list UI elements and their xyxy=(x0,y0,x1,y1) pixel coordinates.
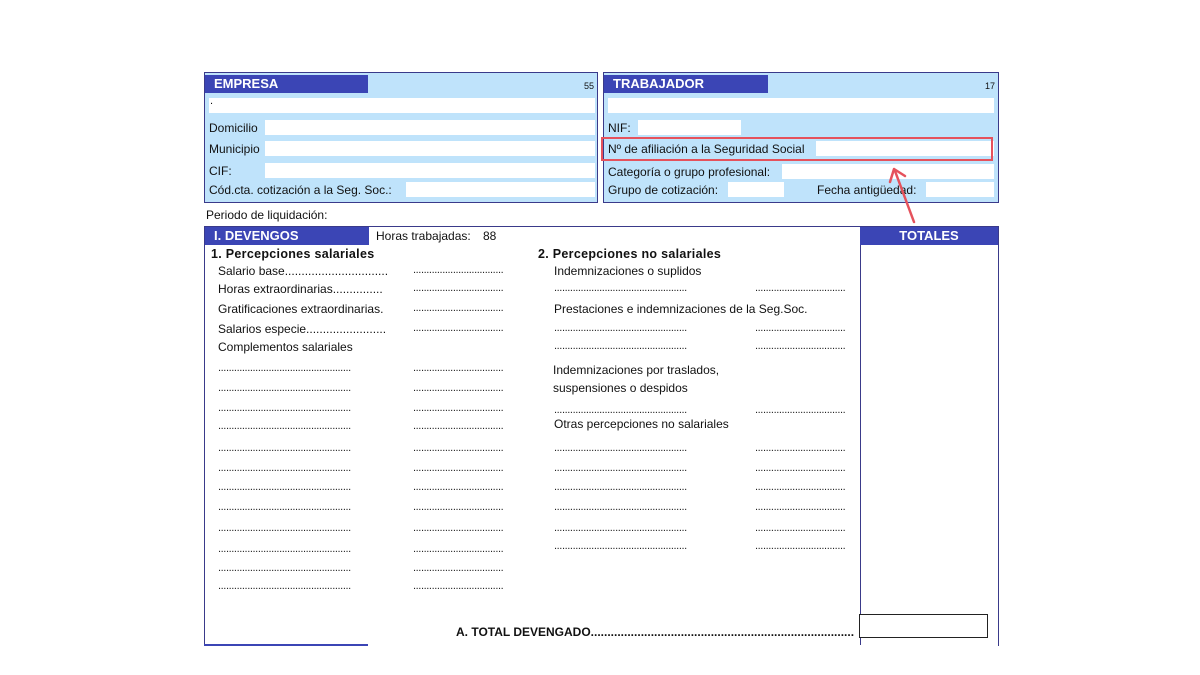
complemento-value-line[interactable]: .................................. xyxy=(413,462,504,474)
cif-label: CIF: xyxy=(209,164,232,178)
empresa-title: EMPRESA xyxy=(205,75,368,93)
otras-concept-line[interactable]: .................................................. xyxy=(554,522,687,534)
fecha-antiguedad-field[interactable] xyxy=(926,182,994,197)
complemento-concept-line[interactable]: .................................................. xyxy=(218,382,351,394)
totales-column-divider xyxy=(860,245,861,645)
total-devengado-field[interactable] xyxy=(859,614,988,638)
categoria-label: Categoría o grupo profesional: xyxy=(608,165,771,179)
empresa-number: 55 xyxy=(583,81,594,91)
traslados-value-line[interactable]: .................................. xyxy=(755,404,846,416)
otras-concept-line[interactable]: .................................................. xyxy=(554,540,687,552)
horas-trabajadas-value: 88 xyxy=(483,229,497,243)
complemento-value-line[interactable]: .................................. xyxy=(413,543,504,555)
complemento-value-line[interactable]: .................................. xyxy=(413,522,504,534)
complemento-concept-line[interactable]: .................................................. xyxy=(218,442,351,454)
otras-concept-line[interactable]: .................................................. xyxy=(554,462,687,474)
afiliacion-highlight xyxy=(601,137,993,161)
otras-value-line[interactable]: .................................. xyxy=(755,462,846,474)
complemento-value-line[interactable]: .................................. xyxy=(413,442,504,454)
gratificaciones-value[interactable]: .................................. xyxy=(413,302,504,314)
cif-field[interactable] xyxy=(265,163,595,178)
otras-value-line[interactable]: .................................. xyxy=(755,481,846,493)
complemento-concept-line[interactable]: .................................................. xyxy=(218,362,351,374)
cod-cta-field[interactable] xyxy=(406,182,595,197)
traslados-label-line1: Indemnizaciones por traslados, xyxy=(553,363,720,377)
trabajador-name-field[interactable] xyxy=(608,98,994,113)
trabajador-title: TRABAJADOR xyxy=(604,75,768,93)
complemento-concept-line[interactable]: .................................................. xyxy=(218,580,351,592)
horas-extraordinarias-label: Horas extraordinarias............... xyxy=(218,282,383,296)
otras-value-line[interactable]: .................................. xyxy=(755,522,846,534)
complemento-concept-line[interactable]: .................................................. xyxy=(218,481,351,493)
prestaciones-concept-line[interactable]: .................................................. xyxy=(554,322,687,334)
trabajador-number: 17 xyxy=(984,81,995,91)
traslados-label-line2: suspensiones o despidos xyxy=(553,381,688,395)
grupo-cotizacion-field[interactable] xyxy=(728,182,784,197)
complemento-concept-line[interactable]: .................................................. xyxy=(218,501,351,513)
complemento-value-line[interactable]: .................................. xyxy=(413,382,504,394)
annotation-arrow-icon xyxy=(885,160,925,230)
cod-cta-label: Cód.cta. cotización a la Seg. Soc.: xyxy=(209,183,392,197)
empresa-name-field[interactable] xyxy=(209,95,595,113)
salarios-especie-label: Salarios especie........................ xyxy=(218,322,387,336)
complemento-value-line[interactable]: .................................. xyxy=(413,481,504,493)
nif-label: NIF: xyxy=(608,121,631,135)
complemento-value-line[interactable]: .................................. xyxy=(413,501,504,513)
prestaciones-value-line[interactable]: .................................. xyxy=(755,322,846,334)
complemento-concept-line[interactable]: .................................................. xyxy=(218,522,351,534)
empresa-name-value: . xyxy=(210,95,214,107)
complemento-concept-line[interactable]: .................................................. xyxy=(218,402,351,414)
afiliacion-label: Nº de afiliación a la Seguridad Social xyxy=(608,142,805,156)
nif-field[interactable] xyxy=(638,120,741,135)
prestaciones-concept-line[interactable]: .................................................. xyxy=(554,340,687,352)
fecha-antiguedad-label: Fecha antigüedad: xyxy=(817,183,917,197)
complemento-value-line[interactable]: .................................. xyxy=(413,562,504,574)
percepciones-salariales-title: 1. Percepciones salariales xyxy=(211,247,375,261)
otras-value-line[interactable]: .................................. xyxy=(755,501,846,513)
domicilio-field[interactable] xyxy=(265,120,595,135)
complemento-concept-line[interactable]: .................................................. xyxy=(218,562,351,574)
indemnizaciones-concept-line[interactable]: .................................................. xyxy=(554,282,687,294)
prestaciones-label: Prestaciones e indemnizaciones de la Seg.Soc. xyxy=(554,302,808,316)
municipio-label: Municipio xyxy=(209,142,260,156)
salario-base-label: Salario base............................... xyxy=(218,264,389,278)
footer-accent-line xyxy=(204,644,368,646)
indemnizaciones-value-line[interactable]: .................................. xyxy=(755,282,846,294)
gratificaciones-label: Gratificaciones extraordinarias. xyxy=(218,302,384,316)
salarios-especie-value[interactable]: .................................. xyxy=(413,322,504,334)
horas-extraordinarias-value[interactable]: .................................. xyxy=(413,282,504,294)
complemento-concept-line[interactable]: .................................................. xyxy=(218,543,351,555)
otras-concept-line[interactable]: .................................................. xyxy=(554,481,687,493)
grupo-cotizacion-label: Grupo de cotización: xyxy=(608,183,719,197)
periodo-liquidacion-label: Periodo de liquidación: xyxy=(206,208,328,222)
devengos-title: I. DEVENGOS xyxy=(205,227,369,245)
otras-value-line[interactable]: .................................. xyxy=(755,442,846,454)
horas-trabajadas-label: Horas trabajadas: xyxy=(376,229,471,243)
otras-concept-line[interactable]: .................................................. xyxy=(554,442,687,454)
municipio-field[interactable] xyxy=(265,141,595,156)
salario-base-value[interactable]: .................................. xyxy=(413,264,504,276)
complemento-concept-line[interactable]: .................................................. xyxy=(218,462,351,474)
complemento-concept-line[interactable]: .................................................. xyxy=(218,420,351,432)
prestaciones-value-line[interactable]: .................................. xyxy=(755,340,846,352)
empresa-section xyxy=(204,72,598,203)
indemnizaciones-suplidos-label: Indemnizaciones o suplidos xyxy=(554,264,702,278)
otras-value-line[interactable]: .................................. xyxy=(755,540,846,552)
otras-percepciones-label: Otras percepciones no salariales xyxy=(554,417,729,431)
complemento-value-line[interactable]: .................................. xyxy=(413,362,504,374)
totales-header: TOTALES xyxy=(860,227,998,245)
domicilio-label: Domicilio xyxy=(209,121,258,135)
complemento-value-line[interactable]: .................................. xyxy=(413,420,504,432)
percepciones-no-salariales-title: 2. Percepciones no salariales xyxy=(538,247,722,261)
total-devengado-label: A. TOTAL DEVENGADO............................................................................... xyxy=(456,625,855,639)
traslados-concept-line[interactable]: .................................................. xyxy=(554,404,687,416)
otras-concept-line[interactable]: .................................................. xyxy=(554,501,687,513)
complemento-value-line[interactable]: .................................. xyxy=(413,580,504,592)
complemento-value-line[interactable]: .................................. xyxy=(413,402,504,414)
complementos-salariales-label: Complementos salariales xyxy=(218,340,353,354)
